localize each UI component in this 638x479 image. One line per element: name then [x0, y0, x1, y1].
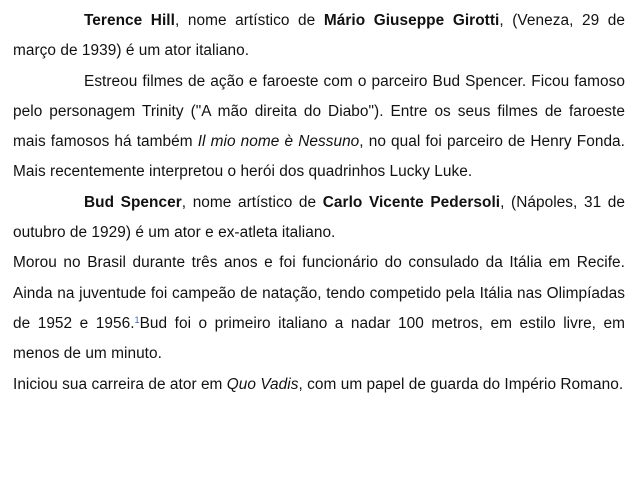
paragraph-bud-spencer-acting: [13, 370, 625, 400]
name-mario-giuseppe-girotti: Mário Giuseppe Girotti: [323, 12, 500, 29]
paragraph-bud-spencer-intro: [13, 188, 625, 249]
text-span: Estreou filmes de ação e faroeste com o parceiro Bud Spencer. Ficou famoso pelo personagem Trinity ("A mão direita do Diabo"). Entre os seus filmes de faroeste mais famosos há também: [13, 72, 625, 151]
name-bud-spencer: Bud Spencer: [84, 193, 182, 211]
name-carlo-vicente-pedersoli: Carlo Vicente Pedersoli: [322, 193, 501, 211]
text-span: , no qual foi parceiro de Henry Fonda. Mais recentemente interpretou o herói dos quadrinhos Lucky Luke.: [13, 133, 625, 181]
text-span: , com um papel de guarda do Império Romano.: [298, 375, 624, 393]
paragraph-bud-spencer-brazil: [13, 248, 625, 369]
name-terence-hill: Terence Hill: [84, 12, 175, 29]
text-span: , nome artístico de: [181, 193, 323, 211]
text-span: Bud foi o primeiro italiano a nadar 100 metros, em estilo livre, em menos de um minuto.: [13, 314, 625, 363]
text-span: Iniciou sua carreira de ator em: [13, 375, 227, 393]
paragraph-terence-hill-intro: [13, 6, 625, 67]
paragraph-terence-hill-career: [13, 67, 625, 188]
text-span: , (Nápoles, 31 de outubro de 1929) é um ator e ex-atleta italiano.: [13, 193, 625, 242]
footnote-reference[interactable]: 1: [134, 314, 140, 325]
film-title-il-mio-nome: Il mio nome è Nessuno: [197, 133, 360, 151]
film-title-quo-vadis: Quo Vadis: [226, 375, 299, 393]
document-body: [13, 6, 625, 400]
text-span: Morou no Brasil durante três anos e foi funcionário do consulado da Itália em Recife. Ainda na juventude foi campeão de natação, tendo competido pela Itália nas Olimpíadas de 1952 e 1956.: [13, 254, 625, 332]
text-span: , nome artístico de: [174, 12, 324, 29]
text-span: , (Veneza, 29 de março de 1939) é um ator italiano.: [13, 12, 625, 60]
